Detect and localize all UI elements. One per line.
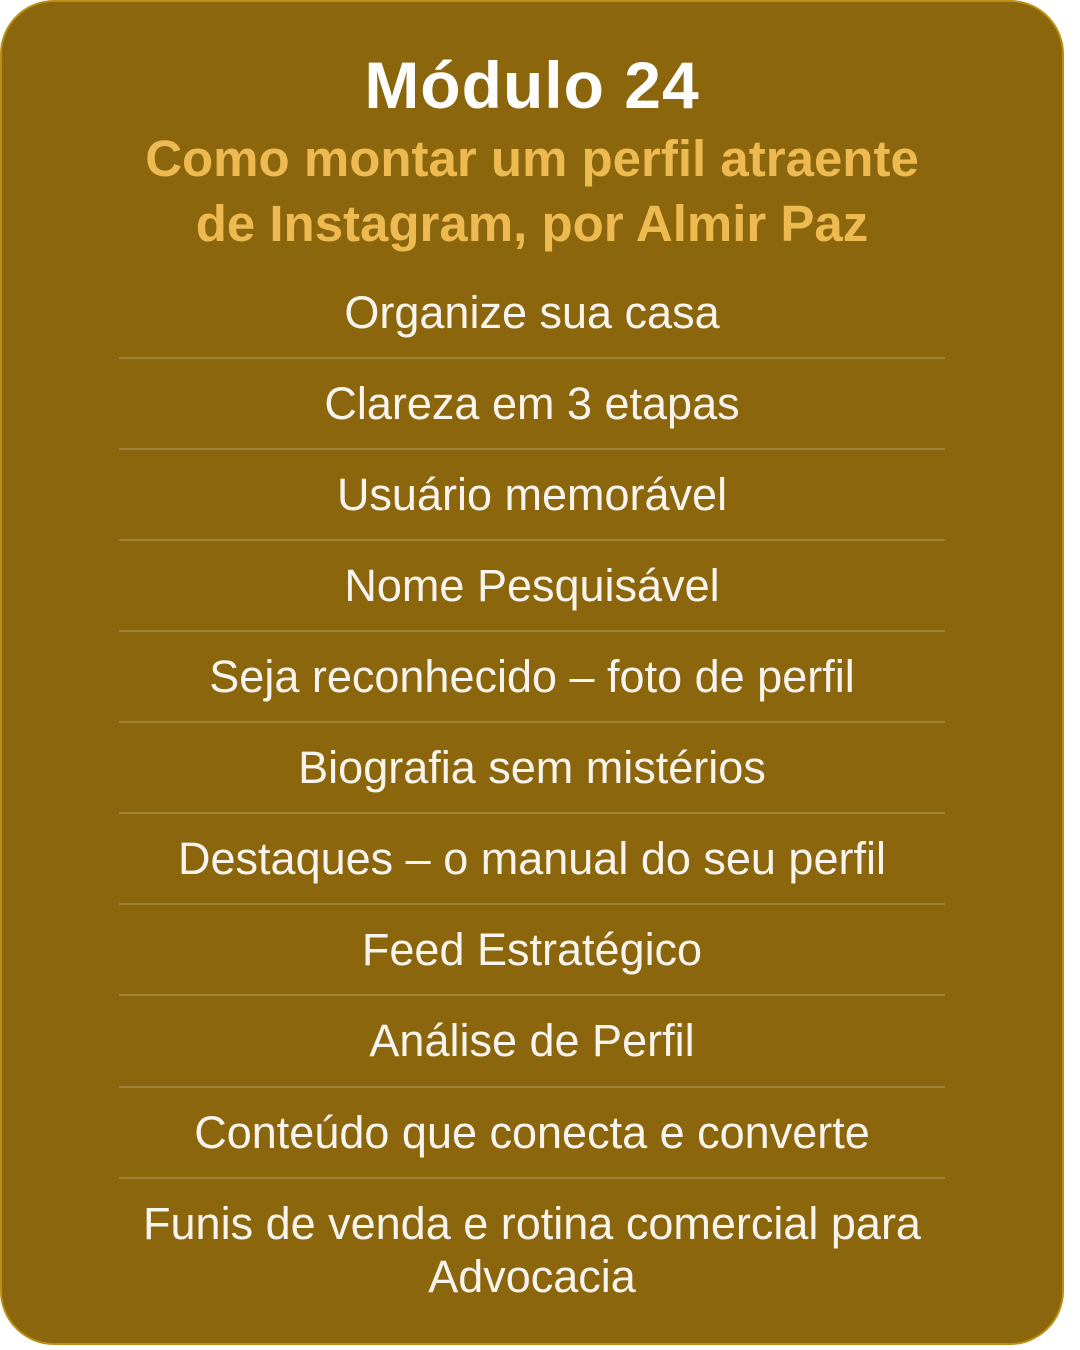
list-item: Seja reconhecido – foto de perfil [52,631,1012,722]
list-item: Conteúdo que conecta e converte [52,1087,1012,1178]
module-title: Módulo 24 [364,48,700,122]
list-item: Organize sua casa [344,286,720,338]
module-header [2,2,1062,257]
module-subtitle [42,127,1022,257]
module-subtitle-line-2: de Instagram, por Almir Paz [195,194,869,252]
list-item: Clareza em 3 etapas [52,358,1012,449]
list-item: Nome Pesquisável [52,540,1012,631]
list-item: Funis de venda e rotina comercial para Advocacia [52,1178,1012,1322]
module-topics-list [52,267,1012,1322]
list-item: Biografia sem mistérios [52,722,1012,813]
module-subtitle-line-1: Como montar um perfil atraente [145,130,919,188]
list-item: Feed Estratégico [52,904,1012,995]
list-item: Análise de Perfil [52,995,1012,1086]
list-item: Usuário memorável [52,449,1012,540]
list-item: Destaques – o manual do seu perfil [52,813,1012,904]
